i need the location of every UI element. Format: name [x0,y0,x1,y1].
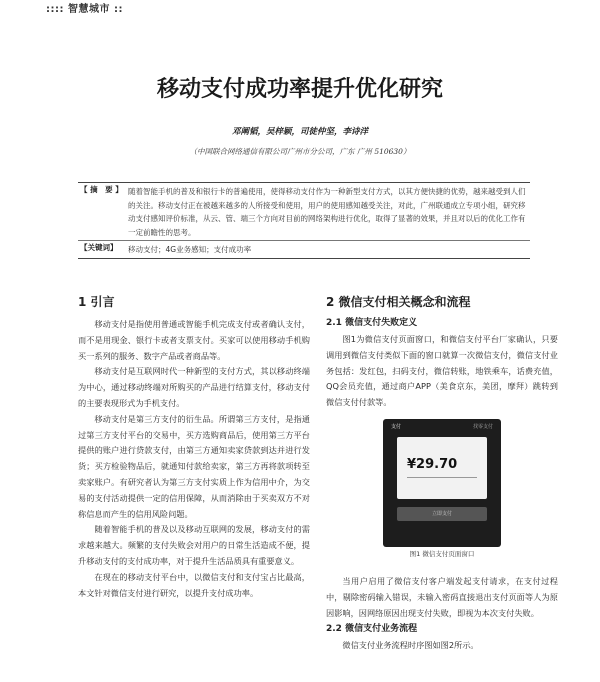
article-title: 移动支付成功率提升优化研究 [156,77,443,102]
body-paragraph: 微信支付业务流程时序图如图2所示。 [342,640,479,651]
keywords-text: 移动支付；4G业务感知；支付成功率 [128,245,252,254]
amount-divider [407,477,477,478]
figure-1-payment-window [383,419,501,547]
figure-1-caption: 图1 微信支付页面窗口 [409,549,475,558]
body-paragraph: 在现在的移动支付平台中，以微信支付和支付宝占比最高，本文针对微信支付进行研究，以提升支付成功率。 [78,571,310,598]
phone-header [383,419,501,435]
article-authors: 邓阐韬，吴梓颖，司徒仲坚，李诗洋 [231,127,368,137]
body-paragraph: 移动支付是指使用普通或智能手机完成支付或者确认支付，而不是用现金、银行卡或者支票支付。买家可以使用移动手机购买一系列的服务、数字产品或者商品等。 [78,319,310,361]
right-column [326,292,558,654]
abstract-label: 【 摘 要 】 [80,185,123,194]
pay-now-button: 立即支付 [397,507,487,521]
body-paragraph: 当用户启用了微信支付客户端发起支付请求，在支付过程中，剔除密码输入错误，未输入密码直接退出支付页面等人为原因影响，因网络原因出现支付失败，即视为本次支付失败。 [326,575,558,618]
abstract-text: 随着智能手机的普及和银行卡的普遍使用，使得移动支付作为一种新型支付方式，以其方便快捷的优势，越来越受到人们的关注。移动支付正在被越来越多的人所接受和使用，用户的使用感知越受关注，对此，广州联通成立专项小组，研究移动支付感知评价标准，从云、管、端三个方向对目前的网络架构进行优化，取得了显著的效果，并且对以后的优化工作有一定前瞻性的思考。 [128,187,526,237]
abstract-box [78,182,530,259]
keywords-row [78,240,530,258]
abstract-row [78,183,530,240]
section-1-heading: 1 引言 [78,295,115,309]
article-affiliation: （中国联合网络通信有限公司广州市分公司，广东 广州 510630） [189,147,411,156]
subsection-2-1-heading: 2.1 微信支付失败定义 [326,318,418,328]
keywords-label: 【关键词】 [80,243,118,252]
subsection-2-2-heading: 2.2 微信支付业务流程 [326,624,418,635]
body-paragraph: 图1为微信支付页面窗口，和微信支付平台厂家确认，只要调用到微信支付类似下面的窗口就算一次微信支付，微信支付业务包括：发红包，扫码支付，微信转账，地铁乘车，话费充值，QQ会员充值，通过商户APP（美食京东，美团，摩拜）跳转到微信支付付款等。 [326,334,558,408]
section-2-heading: 2 微信支付相关概念和流程 [326,295,471,309]
left-column [78,292,310,601]
journal-tag: :::: 智慧城市 :: [46,4,123,15]
body-paragraph: 移动支付是互联网时代一种新型的支付方式，其以移动终端为中心，通过移动终端对所购买的产品进行结算支付，移动支付的主要表现形式为手机支付。 [78,366,310,408]
phone-header-title: 支付 [391,424,402,431]
phone-header-right: 找零支付 [472,424,493,431]
payment-amount: ¥29.70 [407,456,458,472]
body-paragraph: 随着智能手机的普及以及移动互联网的发展，移动支付的需求越来越大。频繁的支付失败会对用户的日常生活造成不便，提升移动支付的支付成功率，对于提升生活品质具有重要意义。 [78,524,310,566]
phone-amount-panel [397,437,487,499]
body-paragraph: 移动支付是第三方支付的衍生品。所谓第三方支付，是指通过第三方支付平台的交易中，买方选购商品后，使用第三方平台提供的账户进行贷款支付，由第三方通知卖家贷款到达并进行发货；买方检验物品后，就通知付款给卖家，第三方再将款项转至卖家账户。有研究者认为第三方支付实质上作为信用中介，为交易的支付活动提供一定的信用保障，从而消除由于买卖双方不对称信息而产生的信用风险问题。 [78,413,310,519]
